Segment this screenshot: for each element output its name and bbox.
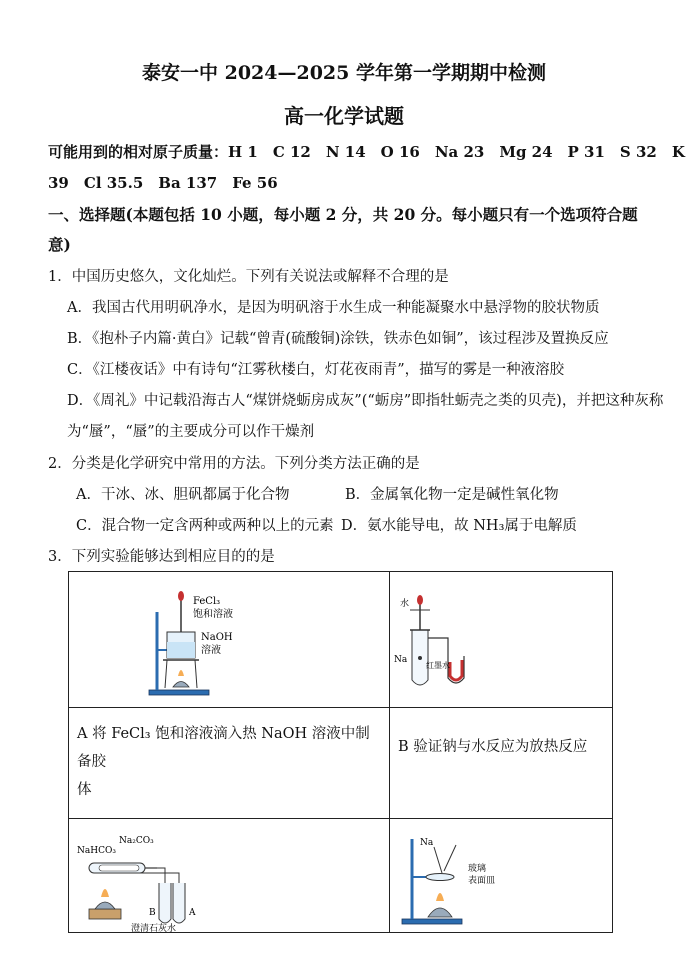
- figure-d-label-3: 表面皿: [468, 876, 496, 886]
- figure-c-label-2: Na₂CO₃: [119, 836, 154, 846]
- option-a-text-line2: 体: [77, 782, 92, 798]
- figure-d-cell: [390, 819, 613, 933]
- figure-d-label-2: 玻璃: [468, 864, 487, 874]
- figure-a-label-2: 饱和溶液: [193, 609, 233, 620]
- fecl3-colloid-apparatus-figure: [69, 572, 389, 707]
- figure-a-cell: [69, 572, 390, 708]
- atomic-masses-line1: 可能用到的相对原子质量：H 1 C 12 N 14 O 16 Na 23 Mg 24 P 31 S 32 K: [48, 143, 685, 161]
- figure-a-label-1: FeCl₃: [193, 596, 221, 607]
- option-b-text: B 验证钠与水反应为放热反应: [398, 739, 588, 755]
- q2-option-a: A．干冰、冰、胆矾都属于化合物: [76, 487, 290, 503]
- q2-option-c: C．混合物一定含两种或两种以上的元素: [76, 518, 334, 534]
- sodium-water-apparatus-figure: [390, 572, 612, 707]
- q1-option-d-line2: 为“蜃”，“蜃”的主要成分可以作干燥剂: [67, 424, 315, 440]
- figure-a-label-3: NaOH: [201, 632, 233, 643]
- figure-c-label-3: B: [149, 908, 156, 918]
- exam-title: 泰安一中 2024—2025 学年第一学期期中检测: [142, 62, 546, 84]
- atomic-masses-line2: 39 Cl 35.5 Ba 137 Fe 56: [48, 174, 278, 192]
- q1-option-a: A．我国古代用明矾净水，是因为明矾溶于水生成一种能凝聚水中悬浮物的胶状物质: [67, 300, 600, 316]
- figure-b-label-3: 红墨水: [426, 661, 450, 670]
- figure-b-cell: [390, 572, 613, 708]
- q1-option-b: B．《抱朴子内篇·黄白》记载“曾青(硫酸铜)涂铁，铁赤色如铜”，该过程涉及置换反应: [67, 331, 609, 347]
- q3-stem: 3．下列实验能够达到相应目的的是: [48, 549, 275, 565]
- carbonate-heating-apparatus-figure: [69, 819, 389, 932]
- option-b-cell: [390, 708, 613, 819]
- q2-option-b: B．金属氧化物一定是碱性氧化物: [345, 487, 559, 503]
- q1-stem: 1．中国历史悠久，文化灿烂。下列有关说法或解释不合理的是: [48, 269, 449, 285]
- figure-b-label-2: Na: [394, 655, 408, 665]
- figure-c-label-1: NaHCO₃: [77, 846, 116, 856]
- figure-c-label-5: 澄清石灰水: [131, 924, 177, 932]
- section-heading-line2: 意): [48, 235, 71, 254]
- figure-c-cell: [69, 819, 390, 933]
- figure-c-label-4: A: [189, 908, 196, 918]
- figure-a-label-4: 溶液: [201, 645, 221, 656]
- q2-option-d: D．氨水能导电，故 NH₃属于电解质: [341, 518, 577, 534]
- q2-stem: 2．分类是化学研究中常用的方法。下列分类方法正确的是: [48, 456, 420, 472]
- q1-option-c: C．《江楼夜话》中有诗句“江雾秋楼白，灯花夜雨青”，描写的雾是一种液溶胶: [67, 362, 565, 378]
- option-a-cell: [69, 708, 390, 819]
- figure-d-label-1: Na: [420, 838, 434, 848]
- section-heading-line1: 一、选择题(本题包括 10 小题，每小题 2 分，共 20 分。每小题只有一个选项符合题: [48, 205, 638, 224]
- q1-option-d-line1: D．《周礼》中记载沿海古人“煤饼烧蛎房成灰”(“蛎房”即指牡蛎壳之类的贝壳)，并把这种灰称: [67, 393, 664, 409]
- sodium-burning-apparatus-figure: [390, 819, 612, 932]
- option-a-text-line1: A 将 FeCl₃ 饱和溶液滴入热 NaOH 溶液中制备胶: [77, 726, 370, 770]
- exam-subtitle: 高一化学试题: [284, 104, 404, 128]
- figure-b-label-1: 水: [400, 599, 410, 609]
- q3-experiment-table: [68, 571, 613, 933]
